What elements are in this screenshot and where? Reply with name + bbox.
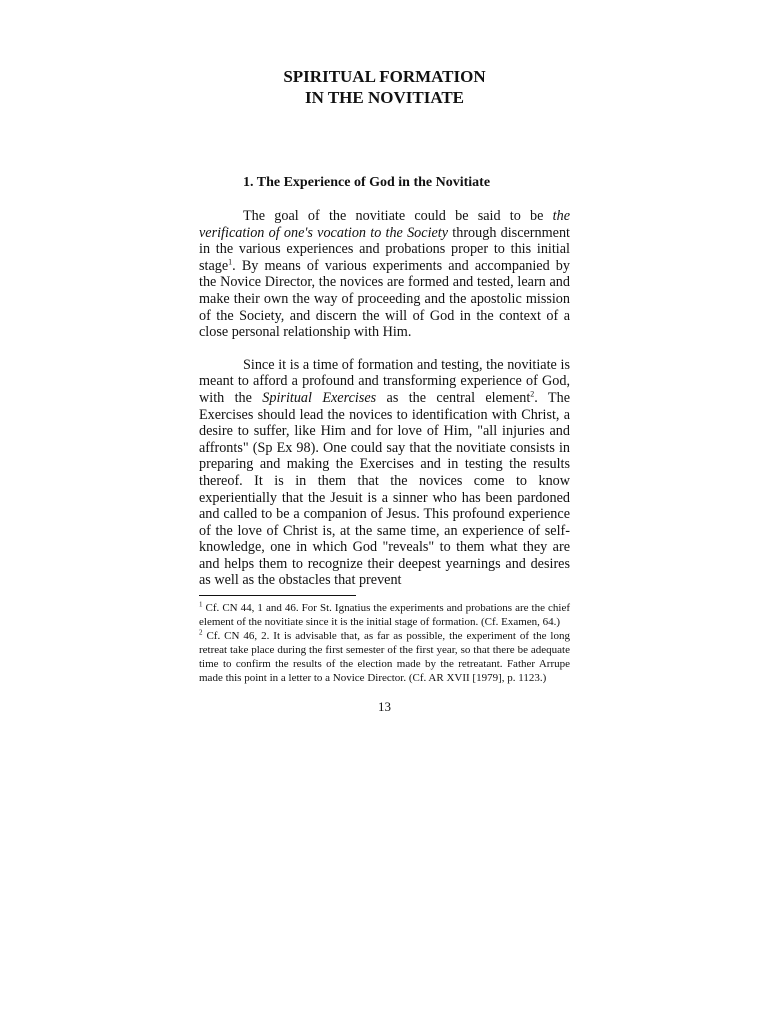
paragraph-2-text-c: . The Exercises should lead the novices to identification with Christ, a desire to suffer, like Him and for love of Him, "all injuries and affronts" (Sp Ex 98). One could say that the novitiate consists in preparing and making the Exercises and in testing the results thereof. It is in them that the novices come to know experientially that the Jesuit is a sinner who has been pardoned and called to be a companion of Jesus. This profound experience of the love of Christ is, at the same time, an experience of self-knowledge, one in which God "reveals" to them what they are and helps them to recognize their deepest yearnings and desires as well as the obstacles that prevent <box>199 389 570 589</box>
title-line-2: IN THE NOVITIATE <box>304 88 465 107</box>
footnote-divider <box>199 595 356 596</box>
paragraph-1-text-b: through discernment in the various experiences and probations proper to this initial stage <box>199 224 570 274</box>
document-page <box>199 66 570 715</box>
footnote-2-number: 2 <box>199 628 203 637</box>
footnote-ref-1[interactable]: 1 <box>228 257 233 267</box>
footnote-1-text: Cf. CN 44, 1 and 46. For St. Ignatius the experiments and probations are the chief element of the novitiate since it is the initial stage of formation. (Cf. Examen, 64.) <box>199 602 570 629</box>
footnote-ref-2[interactable]: 2 <box>530 389 535 399</box>
paragraph-2-italic: Spiritual Exercises <box>262 389 377 406</box>
footnote-2 <box>199 629 570 685</box>
body-paragraph-2 <box>199 357 570 589</box>
section-heading: 1. The Experience of God in the Novitiate <box>243 175 491 190</box>
footnotes <box>199 601 570 685</box>
page-title <box>199 66 570 108</box>
paragraph-1-italic: the verification of one's vocation to the Society <box>199 208 570 241</box>
paragraph-2-text-a: Since it is a time of formation and testing, the novitiate is meant to afford a profound and transforming experience of God, with the <box>199 356 570 406</box>
paragraph-1-text-a: The goal of the novitiate could be said to be <box>243 208 553 224</box>
footnote-1 <box>199 601 570 629</box>
paragraph-2-text-b: as the central element <box>376 389 531 406</box>
page-number: 13 <box>378 699 391 715</box>
footnote-1-number: 1 <box>199 600 203 609</box>
footnote-2-text: Cf. CN 46, 2. It is advisable that, as far as possible, the experiment of the long retreat take place during the first semester of the first year, so that there be adequate time to confirm the results of the election made by the retreatant. Father Arrupe made this point in a letter to a Novice Director. (Cf. AR XVII [1979], p. 1123.) <box>199 630 570 685</box>
paragraph-1-text-c: . By means of various experiments and accompanied by the Novice Director, the novices are formed and tested, learn and make their own the way of proceeding and the apostolic mission of the Society, and discern the will of God in the context of a close personal relationship with Him. <box>199 257 570 341</box>
title-line-1: SPIRITUAL FORMATION <box>283 67 486 86</box>
body-paragraph-1 <box>199 208 570 341</box>
